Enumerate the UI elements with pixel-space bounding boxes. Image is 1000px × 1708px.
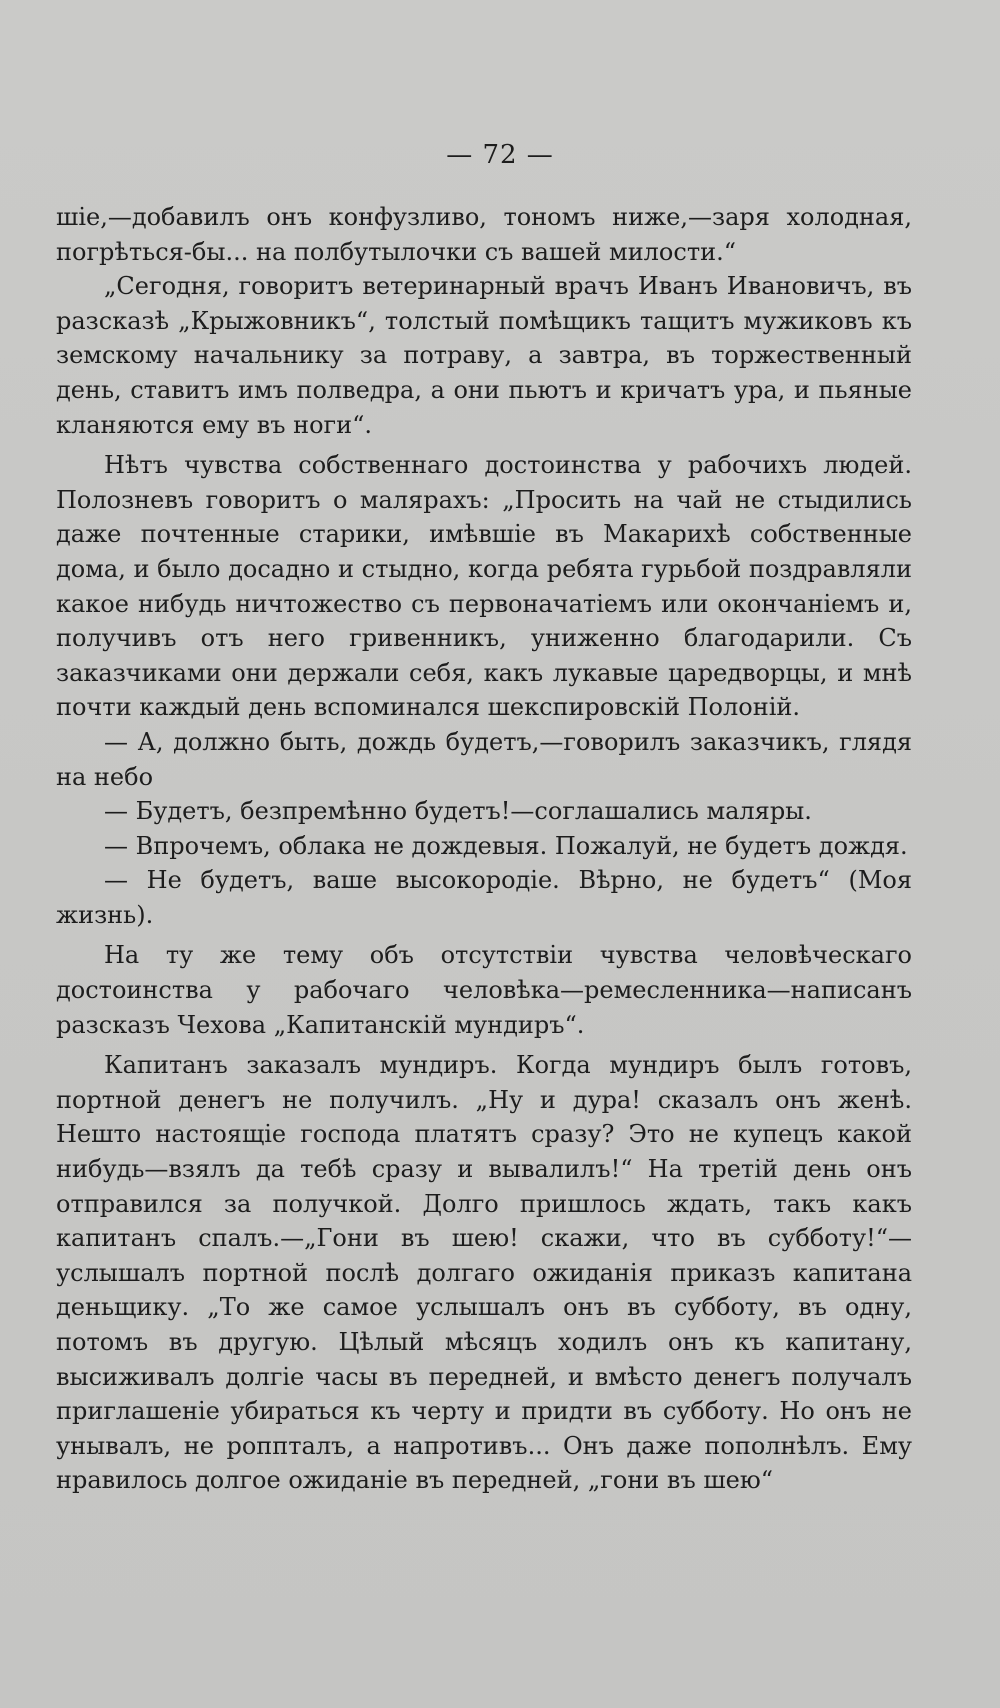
paragraph-7: — Не будетъ, ваше высокородіе. Вѣрно, не будетъ“ (Моя жизнь). — [56, 866, 912, 929]
paragraph-3: Нѣтъ чувства собственнаго достоинства у рабочихъ людей. Полозневъ говоритъ о малярахъ: „Просить на чай не стыдились даже почтенные старики, имѣвшіе въ Макарихѣ собственные дома, и было досадно и стыдно, когда ребята гурьбой поздравляли какое нибудь ничтожество съ первоначатіемъ или окончаніемъ и, получивъ отъ него гривенникъ, униженно благодарили. Съ заказчиками они держали себя, какъ лукавые царедворцы, и мнѣ почти каждый день вспоминался шекспировскій Полоній. — [56, 451, 912, 722]
paragraph-5: — Будетъ, безпремѣнно будетъ!—соглашались маляры. — [104, 797, 812, 826]
body-text — [56, 200, 912, 1498]
paragraph-9: Капитанъ заказалъ мундиръ. Когда мундиръ былъ готовъ, портной денегъ не получилъ. „Ну и дура! сказалъ онъ женѣ. Нешто настоящіе господа платятъ сразу? Это не купецъ какой нибудь—взялъ да тебѣ сразу и вывалилъ!“ На третій день онъ отправился за получкой. Долго пришлось ждать, такъ какъ капитанъ спалъ.—„Гони въ шею! скажи, что въ субботу!“— услышалъ портной послѣ долгаго ожиданія приказъ капитана деньщику. „То же самое услышалъ онъ въ субботу, въ одну, потомъ въ другую. Цѣлый мѣсяцъ ходилъ онъ къ капитану, высиживалъ долгіе часы въ передней, и вмѣсто денегъ получалъ приглашеніе убираться къ черту и придти въ субботу. Но онъ не унывалъ, не роппталъ, а напротивъ... Онъ даже пополнѣлъ. Ему нравилось долгое ожиданіе въ передней, „гони въ шею“ — [56, 1051, 912, 1495]
paragraph-2: „Сегодня, говоритъ ветеринарный врачъ Иванъ Ивановичъ, въ разсказѣ „Крыжовникъ“, толстый помѣщикъ тащитъ мужиковъ къ земскому начальнику за потраву, а завтра, въ торжественный день, ставитъ имъ полведра, а они пьютъ и кричатъ ура, и пьяные кланяются ему въ ноги“. — [56, 272, 912, 439]
page-number: — 72 — — [446, 140, 554, 170]
paragraph-1: шіе,—добавилъ онъ конфузливо, тономъ ниже,—заря холодная, погрѣться-бы... на полбутылочки съ вашей милости.“ — [56, 203, 912, 266]
paragraph-8: На ту же тему объ отсутствіи чувства человѣческаго достоинства у рабочаго человѣка—ремесленника—написанъ разсказъ Чехова „Капитанскій мундиръ“. — [56, 941, 912, 1039]
paragraph-6: — Впрочемъ, облака не дождевыя. Пожалуй, не будетъ дождя. — [104, 831, 908, 860]
paragraph-4: — А, должно быть, дождь будетъ,—говорилъ заказчикъ, глядя на небо — [56, 727, 912, 791]
